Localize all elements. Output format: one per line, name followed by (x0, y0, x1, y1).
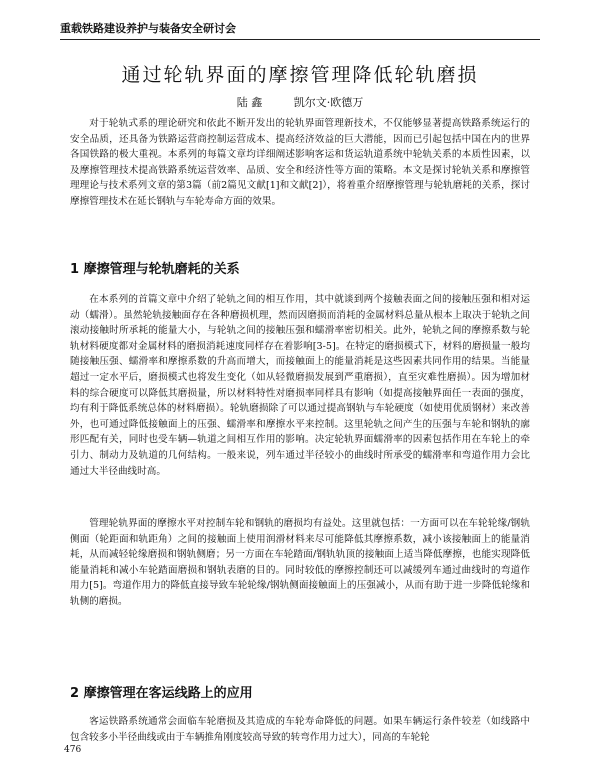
section-1-paragraph-1 (70, 292, 530, 479)
author-1: 陆 鑫 (236, 96, 263, 109)
abstract-text: 对于轮轨式系的理论研究和依此不断开发出的轮轨界面管理新技术，不仅能够显著提高铁路系统运行的安全品质，还具备为铁路运营商控制运营成本、提高经济效益的巨大潜能，因而已引起包括中国在内的世界各国铁路的极大重视。本系列的每篇文章均详细阐述影响客运和货运轨道系统中轮轨关系的本质性因素，以及摩擦管理技术提高铁路系统运营效率、品质、安全和经济性等方面的策略。本文是探讨轮轨关系和摩擦管理理论与技术系列文章的第3篇（前2篇见文献[1]和文献[2]），将着重介绍摩擦管理与轮轨磨耗的关系，探讨摩擦管理技术在延长钢轨与车轮寿命方面的效果。 (70, 118, 530, 207)
section-2-heading: 2 摩擦管理在客运线路上的应用 (70, 686, 253, 701)
author-line (0, 94, 600, 110)
page-number: 476 (64, 745, 82, 755)
section-1-p2-text: 管理轮轨界面的摩擦水平对控制车轮和钢轨的磨损均有益处。这里就包括：一方面可以在车轮轮缘/钢轨侧面（轮距面和轨距角）之间的接触面上使用润滑材料来尽可能降低其摩擦系数，减小该接触面上的能量消耗，从而减轻轮缘磨损和钢轨侧磨；另一方面在车轮踏面/钢轨轨顶的接触面上适当降低摩擦，也能实现降低能量消耗和减小车轮踏面磨损和钢轨表磨的目的。同时较低的摩擦控制还可以减缓列车通过曲线时的弯道作用力[5]。弯道作用力的降低直接导致车轮轮缘/钢轨侧面接触面上的压强减小，从而有助于进一步降低轮缘和轨侧的磨损。 (70, 518, 530, 607)
section-1-heading: 1 摩擦管理与轮轨磨耗的关系 (70, 262, 240, 277)
running-header: 重载铁路建设养护与装备安全研讨会 (60, 20, 540, 40)
section-1-paragraph-2 (70, 516, 530, 610)
section-2-p1-text: 客运铁路系统通常会面临车轮磨损及其造成的车轮寿命降低的问题。如果车辆运行条件较差（如线路中包含较多小半径曲线或由于车辆推角刚度较高导致的转弯作用力过大），同高的车轮轮 (70, 716, 530, 743)
section-2-paragraph-1 (70, 714, 530, 745)
section-1-p1-text: 在本系列的首篇文章中介绍了轮轨之间的相互作用，其中就谈到两个接触表面之间的接触压强和相对运动（蠕滑）。虽然轮轨接触面存在各种磨损机理，然而因磨损而消耗的金属材料总量从根本上取决于轮轨之间滚动接触时所承耗的能量大小，与轮轨之间的接触压强和蠕滑率密切相关。此外，轮轨之间的摩擦系数与轮轨材料硬度都对金属材料的磨损消耗速度同样存在着影响[3-5]。在特定的磨损模式下，材料的磨损量一般均随接触压强、蠕滑率和摩擦系数的升高而增大，而接触面上的能量消耗是这些因素共同作用的结果。当能量超过一定水平后，磨损模式也将发生变化（如从轻微磨损发展到严重磨损），直至灾难性磨损）。因为增加材料的综合硬度可以降低其磨损量，所以材料特性对磨损率同样具有影响（如提高接触界面任一表面的强度，均有利于降低系统总体的材料磨损）。轮轨磨损除了可以通过提高钢轨与车轮硬度（如使用优质钢材）来改善外，也可通过降低接触面上的压强、蠕滑率和摩擦水平来控制。这里轮轨之间产生的压强与车轮和钢轨的廓形匹配有关，同时也受车辆—轨道之间相互作用的影响。决定轮轨界面蠕滑率的因素包括作用在车轮上的牵引力、制动力及轨道的几何结构。一般来说，列车通过半径较小的曲线时所承受的蠕滑率和弯道作用力会比通过大半径曲线时高。 (70, 294, 530, 477)
paper-title: 通过轮轨界面的摩擦管理降低轮轨磨损 (121, 64, 479, 86)
abstract (70, 116, 530, 210)
author-2: 凯尔文·欧德万 (293, 96, 364, 109)
